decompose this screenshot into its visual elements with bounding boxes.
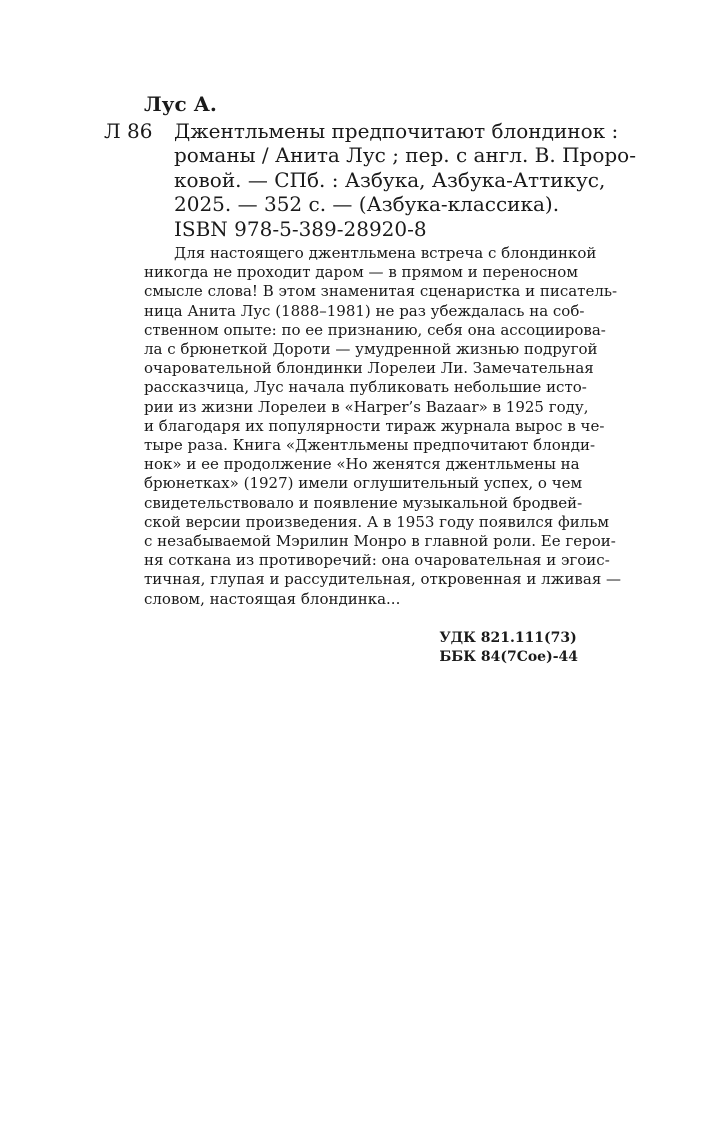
annotation-line: никогда не проходит даром — в прямом и переносном xyxy=(144,263,578,282)
annotation-line: ской версии произведения. А в 1953 году появился фильм xyxy=(144,512,610,531)
annotation-line: тичная, глупая и рассудительная, откровенная и лживая — xyxy=(144,570,622,589)
annotation-line: нок» и ее продолжение «Но женятся джентльмены на xyxy=(144,455,580,474)
isbn: ISBN 978-5-389-28920-8 xyxy=(174,217,427,241)
annotation-line: очаровательной блондинки Лорелеи Ли. Замечательная xyxy=(144,359,594,378)
annotation-line: рии из жизни Лорелеи в «Harper’s Bazaar» в 1925 году, xyxy=(144,397,589,416)
author-heading: Лус А. xyxy=(144,92,217,116)
annotation-line: брюнетках» (1927) имели оглушительный успех, о чем xyxy=(144,474,583,493)
annotation-line: словом, настоящая блондинка... xyxy=(144,589,401,608)
catalog-code: Л 86 xyxy=(104,119,153,143)
annotation-line: смысле слова! В этом знаменитая сценаристка и писатель- xyxy=(144,282,618,301)
annotation xyxy=(144,244,622,609)
annotation-line: и благодаря их популярности тираж журнала вырос в че- xyxy=(144,416,605,435)
udk-code: УДК 821.111(73) xyxy=(439,630,577,646)
record-line: ковой. — СПб. : Азбука, Азбука-Аттикус, xyxy=(174,167,606,192)
annotation-line: ница Анита Лус (1888–1981) не раз убеждалась на соб- xyxy=(144,301,585,320)
annotation-line: ственном опыте: по ее признанию, себя она ассоциирова- xyxy=(144,320,606,339)
record-line: романы / Анита Лус ; пер. с англ. В. Проро- xyxy=(174,143,636,168)
annotation-line: ня соткана из противоречий: она очаровательная и эгоис- xyxy=(144,551,610,570)
classification-codes xyxy=(439,629,578,667)
annotation-line: ла с брюнеткой Дороти — умудренной жизнью подругой xyxy=(144,340,598,359)
annotation-line: рассказчица, Лус начала публиковать небольшие исто- xyxy=(144,378,587,397)
record-line: 2025. — 352 с. — (Азбука-классика). xyxy=(174,191,560,216)
bbk-code: ББК 84(7Сое)-44 xyxy=(439,649,578,665)
annotation-line: с незабываемой Мэрилин Монро в главной роли. Ее герои- xyxy=(144,532,616,551)
bibliographic-record xyxy=(174,119,636,216)
annotation-line: Для настоящего джентльмена встреча с блондинкой xyxy=(174,244,597,262)
record-line: Джентльмены предпочитают блондинок : xyxy=(174,119,619,143)
annotation-line: тыре раза. Книга «Джентльмены предпочитают блонди- xyxy=(144,436,596,455)
annotation-line: свидетельствовало и появление музыкальной бродвей- xyxy=(144,493,583,512)
